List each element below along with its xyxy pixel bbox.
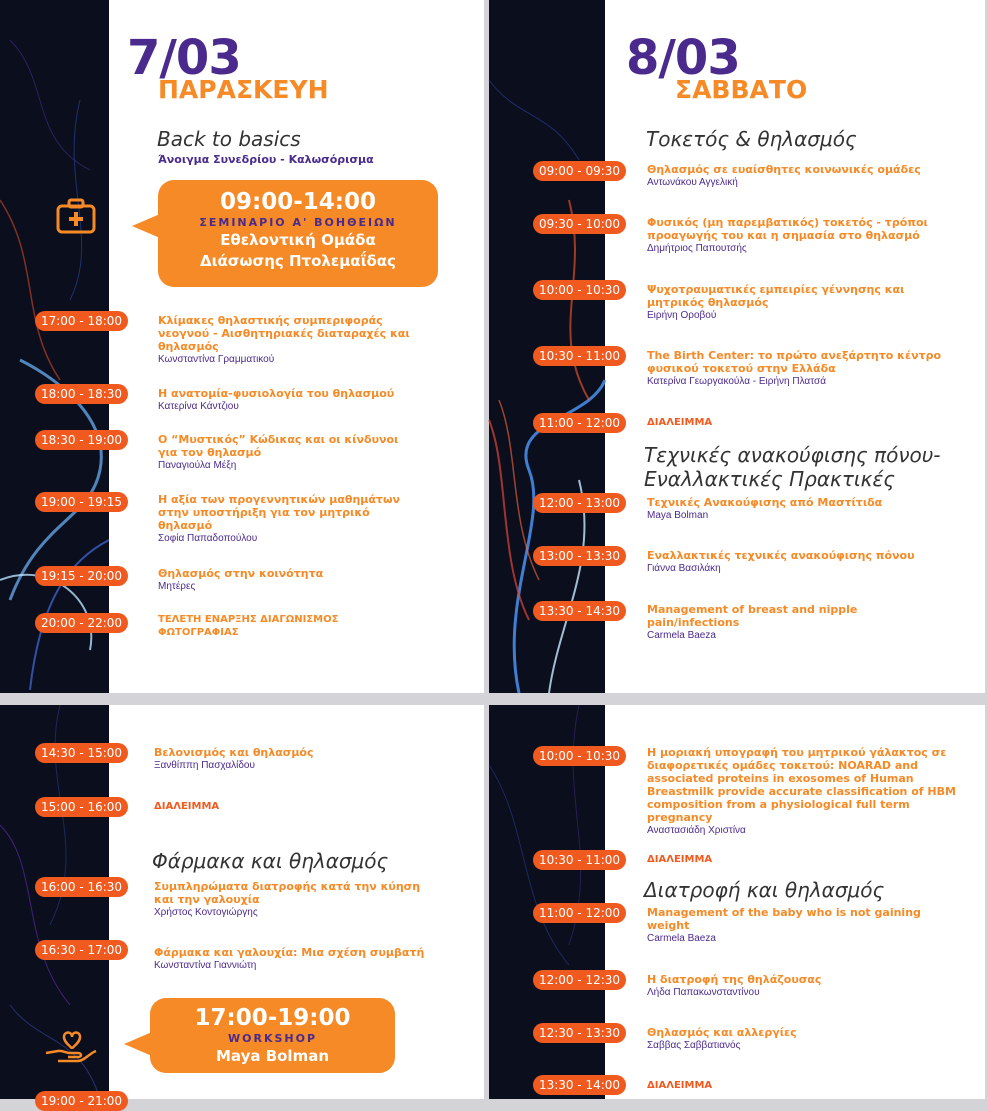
talk-speaker: Κατερίνα Γεωργακούλα - Ειρήνη Πλατσά [647,376,826,387]
workshop-time: 17:00-19:00 [194,1005,351,1031]
talk-title: Η ανατομία-φυσιολογία του θηλασμού [158,387,395,400]
talk-speaker: Maya Bolman [647,510,709,521]
talk-title: Θηλασμός και αλλεργίες [647,1026,797,1039]
talk-item [647,496,947,522]
talk-speaker: Παναγιούλα Μέξη [158,460,237,471]
talk-speaker: Σαββας Σαββατιανός [647,1040,741,1051]
talk-title: Κλίμακες θηλαστικής συμπεριφοράς νεογνού - Αισθητηριακές διαταραχές και θηλασμός [158,314,410,353]
time-pill: 10:30 - 11:00 [533,850,626,870]
talk-item [647,746,957,837]
talk-speaker: Ειρήνη Οροβού [647,310,717,321]
workshop-callout [150,998,395,1073]
talk-item [154,746,434,772]
talk-item [154,946,454,972]
talk-item [647,1026,947,1052]
day2-weekday: ΣΑΒΒΑΤΟ [675,75,808,104]
time-pill: 18:00 - 18:30 [35,384,128,404]
day2-date: 8/03 [626,30,740,86]
day1-weekday: ΠΑΡΑΣΚΕΥΗ [158,75,329,104]
first-aid-kit-icon [56,198,96,236]
talk-item [158,567,418,593]
talk-title: Η αξία των προγεννητικών μαθημάτων στην υποστήριξη για τον μητρικό θηλασμό [158,493,400,532]
talk-item [158,613,358,639]
talk-item [647,549,947,575]
talk-speaker: Λήδα Παπακωνσταντίνου [647,987,760,998]
talk-title: Εναλλακτικές τεχνικές ανακούφισης πόνου [647,549,915,562]
talk-title: ΔΙΑΛΕΙΜΜΑ [647,417,713,428]
talk-title: Η μοριακή υπογραφή του μητρικού γάλακτος σε διαφορετικές ομάδες τοκετού: NOARAD and associated proteins in exosomes of Human Breastmilk provide accurate classification of HBM composition from a physiological full term pregnancy [647,746,956,824]
talk-item [158,493,418,545]
time-pill: 09:00 - 09:30 [533,161,626,181]
dark-light-strip [0,0,109,693]
time-pill: 13:30 - 14:00 [533,1075,626,1095]
talk-title: Management of the baby who is not gaining weight [647,906,921,932]
seminar-time: 09:00-14:00 [220,189,376,215]
time-pill: 09:30 - 10:00 [533,214,626,234]
caring-hand-heart-icon [44,1027,98,1063]
talk-speaker: Κωνσταντίνα Γιαννιώτη [154,960,257,971]
talk-title: Συμπληρώματα διατροφής κατά την κύηση και την γαλουχία [154,880,421,906]
talk-speaker: Αντωνάκου Αγγελική [647,177,738,188]
time-pill: 19:00 - 21:00 [35,1091,128,1111]
day1-opening: Άνοιγμα Συνεδρίου - Καλωσόρισμα [158,153,374,166]
talk-speaker: Ξανθίππη Πασχαλίδου [154,760,255,771]
talk-speaker: Μητέρες [158,581,196,592]
talk-item [647,416,947,429]
talk-item [647,163,947,189]
talk-speaker: Αναστασιάδη Χριστίνα [647,825,746,836]
talk-item [154,800,434,813]
time-pill: 19:00 - 19:15 [35,492,128,512]
talk-item [647,1079,947,1092]
time-pill: 18:30 - 19:00 [35,430,128,450]
talk-title: ΔΙΑΛΕΙΜΜΑ [647,1080,713,1091]
talk-title: Management of breast and nipple pain/infections [647,603,858,629]
talk-item [647,906,947,945]
workshop-label: WORKSHOP [227,1032,318,1045]
seminar-callout [158,180,438,287]
day2-section-title-2: Τεχνικές ανακούφισης πόνου-Εναλλακτικές Πρακτικές [644,443,941,491]
time-pill: 12:00 - 12:30 [533,970,626,990]
talk-title: Η διατροφή της θηλάζουσας [647,973,822,986]
talk-item [647,603,877,642]
talk-speaker: Κωνσταντίνα Γραμματικού [158,354,275,365]
time-pill: 11:00 - 12:00 [533,903,626,923]
talk-title: Βελονισμός και θηλασμός [154,746,314,759]
talk-item [647,853,947,866]
time-pill: 20:00 - 22:00 [35,613,128,633]
seminar-label: ΣΕΜΙΝΑΡΙΟ Α' ΒΟΗΘΕΙΩΝ [199,216,397,229]
time-pill: 10:00 - 10:30 [533,746,626,766]
time-pill: 17:00 - 18:00 [35,311,128,331]
talk-title: ΤΕΛΕΤΗ ΕΝΑΡΞΗΣ ΔΙΑΓΩΝΙΣΜΟΣ ΦΩΤΟΓΡΑΦΙΑΣ [158,614,339,638]
time-pill: 13:00 - 13:30 [533,546,626,566]
time-pill: 11:00 - 12:00 [533,413,626,433]
talk-item [647,973,947,999]
talk-speaker: Carmela Baeza [647,933,716,944]
talk-item [647,283,907,322]
time-pill: 14:30 - 15:00 [35,743,128,763]
seminar-org-line1: Εθελοντική Ομάδα [220,231,376,249]
talk-title: Ψυχοτραυματικές εμπειρίες γέννησης και μητρικός θηλασμός [647,283,905,309]
day3-panel [0,705,484,1108]
day1-date: 7/03 [127,30,241,86]
day4-section-title: Διατροφή και θηλασμός [644,878,885,902]
talk-title: Θηλασμός στην κοινότητα [158,567,324,580]
day1-panel [0,0,484,693]
talk-speaker: Δημήτριος Παπουτσής [647,243,747,254]
time-pill: 10:00 - 10:30 [533,280,626,300]
talk-speaker: Χρήστος Κοντογιώργης [154,907,258,918]
light-trails-graphic [0,0,109,693]
time-pill: 12:00 - 13:00 [533,493,626,513]
time-pill: 12:30 - 13:30 [533,1023,626,1043]
talk-speaker: Carmela Baeza [647,630,716,641]
talk-title: Θηλασμός σε ευαίσθητες κοινωνικές ομάδες [647,163,921,176]
day2-section-title: Τοκετός & θηλασμός [646,127,857,151]
talk-title: ΔΙΑΛΕΙΜΜΑ [154,801,220,812]
seminar-org-line2: Διάσωσης Πτολεμαΐδας [200,252,396,270]
talk-title: Φάρμακα και γαλουχία: Μια σχέση συμβατή [154,946,425,959]
talk-item [647,349,947,388]
talk-title: The Birth Center: το πρώτο ανεξάρτητο κέντρο φυσικού τοκετού στην Ελλάδα [647,349,942,375]
talk-speaker: Κατερίνα Κάντζιου [158,401,239,412]
day4-panel [489,705,985,1099]
time-pill: 16:30 - 17:00 [35,940,128,960]
day2-panel [489,0,985,693]
talk-item [158,433,418,472]
time-pill: 15:00 - 16:00 [35,797,128,817]
time-pill: 13:30 - 14:30 [533,601,626,621]
talk-title: Φυσικός (μη παρεμβατικός) τοκετός - τρόποι προαγωγής του και η σημασία στο θηλασμό [647,216,928,242]
talk-item [158,387,428,413]
talk-item [158,314,428,366]
talk-item [154,880,434,919]
talk-speaker: Σοφία Παπαδοπούλου [158,533,258,544]
day1-section-title: Back to basics [157,127,301,151]
talk-title: Ο “Μυστικός” Κώδικας και οι κίνδυνοι για τον θηλασμό [158,433,399,459]
talk-title: ΔΙΑΛΕΙΜΜΑ [647,854,713,865]
workshop-speaker: Maya Bolman [215,1047,330,1065]
time-pill: 16:00 - 16:30 [35,877,128,897]
time-pill: 10:30 - 11:00 [533,346,626,366]
talk-speaker: Γιάννα Βασιλάκη [647,563,721,574]
talk-title: Τεχνικές Ανακούφισης από Μαστίτιδα [647,496,883,509]
talk-item [647,216,947,255]
time-pill: 19:15 - 20:00 [35,566,128,586]
day3-section-title: Φάρμακα και θηλασμός [152,849,389,873]
